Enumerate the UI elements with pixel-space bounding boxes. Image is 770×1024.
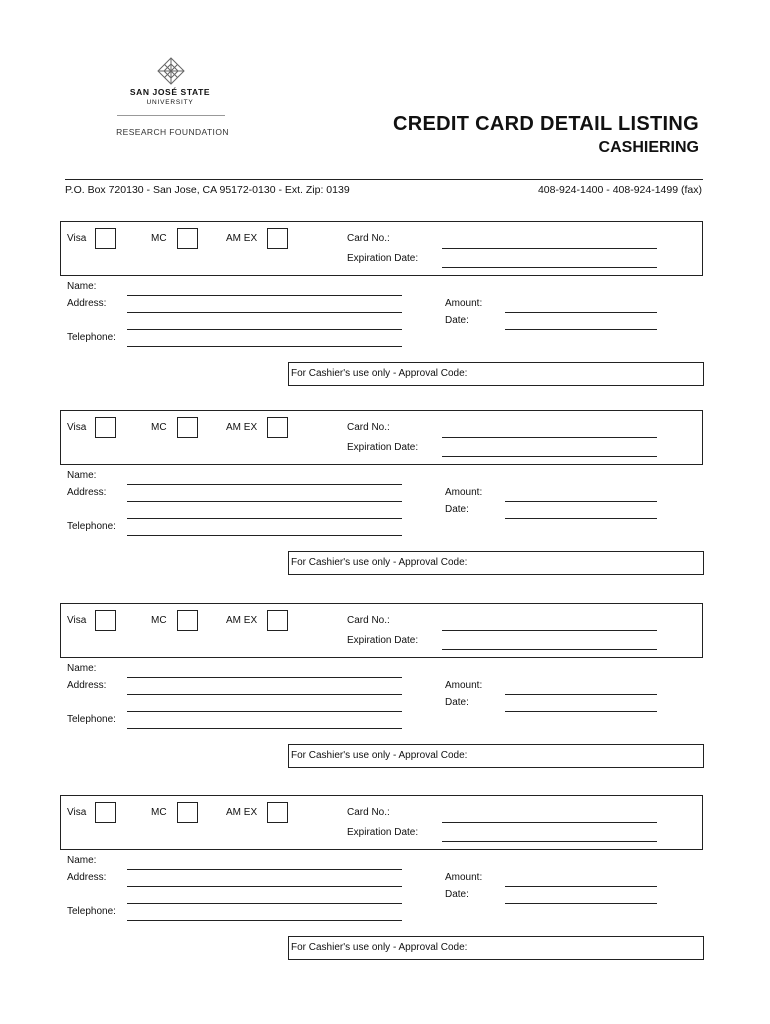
card-number-label: Card No.: <box>347 422 390 433</box>
amount-label: Amount: <box>445 680 483 691</box>
name-label: Name: <box>67 281 97 292</box>
name-label: Name: <box>67 855 97 866</box>
mc-checkbox[interactable] <box>177 610 198 631</box>
form-subtitle: CASHIERING <box>598 139 699 156</box>
date-field[interactable] <box>505 329 657 330</box>
date-label: Date: <box>445 889 469 900</box>
expiration-date-label: Expiration Date: <box>347 442 419 453</box>
telephone-label: Telephone: <box>67 521 116 532</box>
date-field[interactable] <box>505 903 657 904</box>
approval-code-label: For Cashier's use only - Approval Code: <box>291 942 468 953</box>
amex-label: AM EX <box>226 807 258 818</box>
address-field-line1[interactable] <box>127 886 402 887</box>
sjsu-logo-icon <box>156 56 186 86</box>
amex-checkbox[interactable] <box>267 610 288 631</box>
address-label: Address: <box>67 298 107 309</box>
visa-label: Visa <box>67 422 87 433</box>
mc-checkbox[interactable] <box>177 417 198 438</box>
mc-label: MC <box>151 615 167 626</box>
amount-label: Amount: <box>445 872 483 883</box>
address-field-line1[interactable] <box>127 501 402 502</box>
visa-label: Visa <box>67 233 87 244</box>
address-label: Address: <box>67 872 107 883</box>
expiration-date-field[interactable] <box>442 841 657 842</box>
amount-label: Amount: <box>445 298 483 309</box>
address-label: Address: <box>67 487 107 498</box>
amount-field[interactable] <box>505 694 657 695</box>
expiration-date-field[interactable] <box>442 456 657 457</box>
date-field[interactable] <box>505 518 657 519</box>
address-field-line1[interactable] <box>127 312 402 313</box>
mc-label: MC <box>151 807 167 818</box>
approval-code-box[interactable] <box>288 936 704 960</box>
header-divider <box>65 179 703 180</box>
visa-label: Visa <box>67 807 87 818</box>
telephone-field[interactable] <box>127 728 402 729</box>
org-name-line2: UNIVERSITY <box>146 99 194 106</box>
expiration-date-field[interactable] <box>442 267 657 268</box>
amex-checkbox[interactable] <box>267 228 288 249</box>
name-field[interactable] <box>127 484 402 485</box>
mc-checkbox[interactable] <box>177 228 198 249</box>
amex-label: AM EX <box>226 422 258 433</box>
address-field-line2[interactable] <box>127 711 402 712</box>
name-field[interactable] <box>127 677 402 678</box>
logo-divider <box>117 115 225 116</box>
amex-label: AM EX <box>226 233 258 244</box>
telephone-label: Telephone: <box>67 714 116 725</box>
telephone-field[interactable] <box>127 346 402 347</box>
mc-checkbox[interactable] <box>177 802 198 823</box>
approval-code-box[interactable] <box>288 744 704 768</box>
date-label: Date: <box>445 315 469 326</box>
card-number-field[interactable] <box>442 822 657 823</box>
telephone-label: Telephone: <box>67 906 116 917</box>
card-number-field[interactable] <box>442 630 657 631</box>
visa-checkbox[interactable] <box>95 417 116 438</box>
amount-field[interactable] <box>505 886 657 887</box>
form-title: CREDIT CARD DETAIL LISTING <box>393 113 699 135</box>
visa-checkbox[interactable] <box>95 228 116 249</box>
name-label: Name: <box>67 470 97 481</box>
amex-checkbox[interactable] <box>267 802 288 823</box>
approval-code-label: For Cashier's use only - Approval Code: <box>291 368 468 379</box>
approval-code-box[interactable] <box>288 551 704 575</box>
date-label: Date: <box>445 504 469 515</box>
address-label: Address: <box>67 680 107 691</box>
mailing-address: P.O. Box 720130 - San Jose, CA 95172-0130 - Ext. Zip: 0139 <box>65 184 350 196</box>
amount-field[interactable] <box>505 501 657 502</box>
approval-code-label: For Cashier's use only - Approval Code: <box>291 750 468 761</box>
amount-field[interactable] <box>505 312 657 313</box>
amex-checkbox[interactable] <box>267 417 288 438</box>
name-field[interactable] <box>127 295 402 296</box>
card-number-field[interactable] <box>442 437 657 438</box>
expiration-date-label: Expiration Date: <box>347 253 419 264</box>
mc-label: MC <box>151 233 167 244</box>
visa-label: Visa <box>67 615 87 626</box>
date-field[interactable] <box>505 711 657 712</box>
card-number-label: Card No.: <box>347 615 390 626</box>
date-label: Date: <box>445 697 469 708</box>
card-number-field[interactable] <box>442 248 657 249</box>
approval-code-box[interactable] <box>288 362 704 386</box>
expiration-date-field[interactable] <box>442 649 657 650</box>
address-field-line2[interactable] <box>127 903 402 904</box>
card-number-label: Card No.: <box>347 807 390 818</box>
visa-checkbox[interactable] <box>95 802 116 823</box>
address-field-line1[interactable] <box>127 694 402 695</box>
amount-label: Amount: <box>445 487 483 498</box>
name-label: Name: <box>67 663 97 674</box>
org-name-line1: SAN JOSÉ STATE <box>129 87 211 97</box>
phone-fax: 408-924-1400 - 408-924-1499 (fax) <box>537 184 702 196</box>
org-name-line3: RESEARCH FOUNDATION <box>116 127 229 137</box>
name-field[interactable] <box>127 869 402 870</box>
telephone-field[interactable] <box>127 920 402 921</box>
telephone-label: Telephone: <box>67 332 116 343</box>
amex-label: AM EX <box>226 615 258 626</box>
visa-checkbox[interactable] <box>95 610 116 631</box>
telephone-field[interactable] <box>127 535 402 536</box>
mc-label: MC <box>151 422 167 433</box>
approval-code-label: For Cashier's use only - Approval Code: <box>291 557 468 568</box>
address-field-line2[interactable] <box>127 518 402 519</box>
card-number-label: Card No.: <box>347 233 390 244</box>
expiration-date-label: Expiration Date: <box>347 827 419 838</box>
expiration-date-label: Expiration Date: <box>347 635 419 646</box>
address-field-line2[interactable] <box>127 329 402 330</box>
